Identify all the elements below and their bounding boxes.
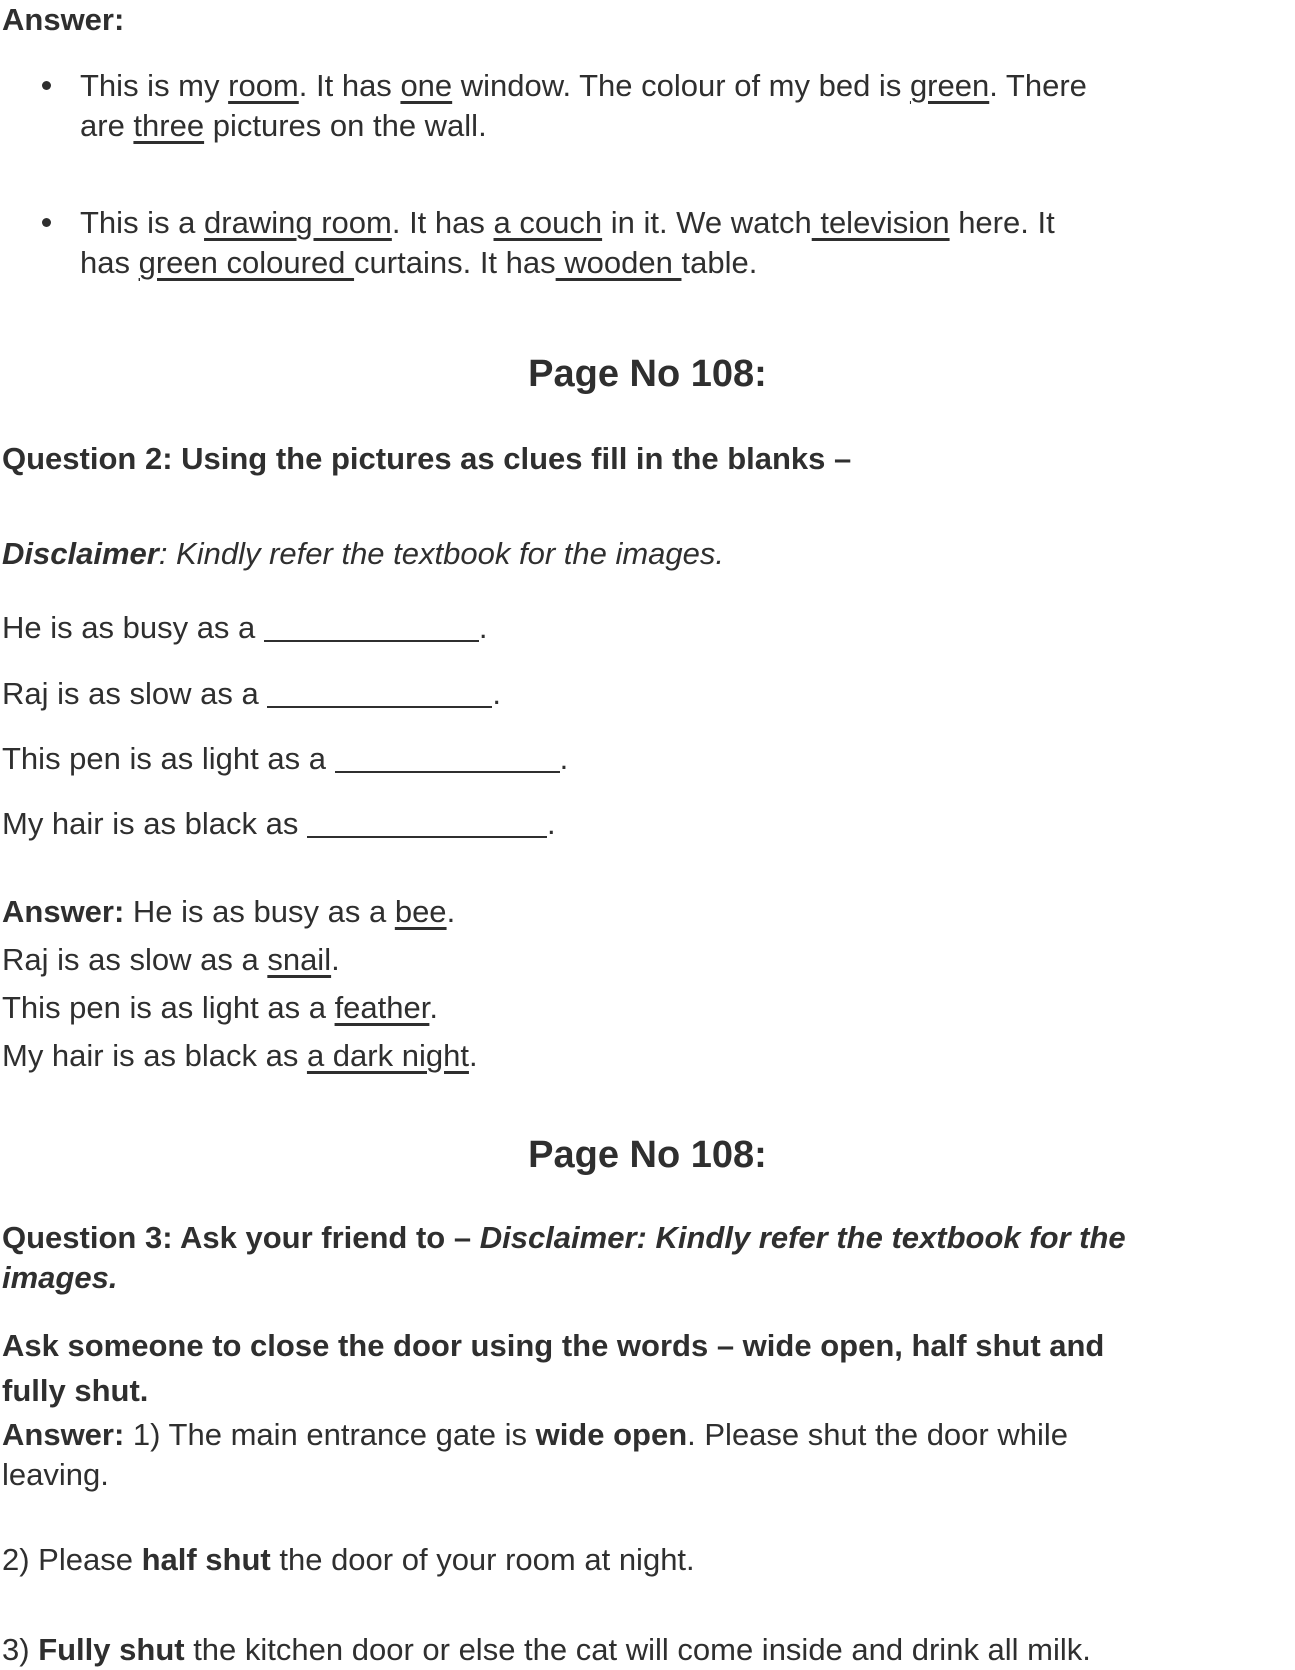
- text-segment: 1) The main entrance gate is: [132, 1417, 536, 1452]
- text-segment: .: [492, 676, 501, 711]
- blank-underline: [307, 835, 547, 838]
- text-segment: .: [559, 741, 569, 776]
- ask-instruction: [2, 1323, 1293, 1413]
- text-segment: in it. We watch: [602, 205, 812, 240]
- text-segment: This is my: [80, 68, 229, 103]
- text-segment: green: [909, 68, 990, 103]
- text-segment: green coloured: [138, 245, 355, 280]
- text-segment: Question 2: Using the pictures as clues fill in the blanks –: [2, 441, 852, 476]
- text-segment: pictures on the wall.: [204, 108, 487, 143]
- text-segment: : Kindly refer the textbook for the images.: [158, 536, 725, 571]
- text-segment: here. It: [949, 205, 1055, 240]
- answer-3-item-3: [2, 1630, 1293, 1670]
- answer-3-item-2: [2, 1540, 1293, 1580]
- answer-heading-1: [2, 0, 1293, 40]
- text-segment: . It has: [298, 68, 401, 103]
- text-segment: .: [446, 894, 456, 929]
- text-segment: . Please shut the door while: [687, 1417, 1068, 1452]
- text-segment: Disclaimer: [2, 536, 159, 571]
- text-segment: This pen is as light as a: [2, 741, 335, 776]
- text-segment: . There: [989, 68, 1087, 103]
- answer-2-block: [2, 888, 1293, 1080]
- answer-3-item-1: [2, 1415, 1293, 1495]
- question-2-heading: [2, 439, 1293, 479]
- text-segment: Page No 108:: [528, 1134, 767, 1176]
- text-segment: are: [80, 108, 134, 143]
- fill-blank-2: [2, 674, 1293, 714]
- text-segment: Page No 108:: [528, 353, 767, 395]
- fill-blank-3: [2, 739, 1293, 779]
- text-segment: the door of your room at night.: [270, 1542, 695, 1577]
- text-segment: wooden: [555, 245, 682, 280]
- bullet-item-1: [2, 66, 1293, 146]
- text-segment: snail: [267, 942, 332, 977]
- text-segment: three: [133, 108, 205, 143]
- text-segment: room: [228, 68, 299, 103]
- page-heading-1: [2, 352, 1293, 396]
- text-segment: the kitchen door or else the cat will come inside and drink all milk.: [184, 1632, 1091, 1667]
- fill-blank-1: [2, 608, 1293, 648]
- text-segment: feather: [334, 990, 430, 1025]
- text-segment: He is as busy as a: [132, 894, 395, 929]
- text-segment: .: [468, 1038, 478, 1073]
- text-segment: .: [331, 942, 340, 977]
- text-segment: a couch: [493, 205, 603, 240]
- text-segment: Answer:: [2, 1417, 133, 1452]
- text-segment: leaving.: [2, 1457, 109, 1492]
- text-segment: table.: [681, 245, 758, 280]
- text-segment: .: [546, 806, 556, 841]
- text-segment: 2) Please: [2, 1542, 142, 1577]
- fill-blank-4: [2, 804, 1293, 844]
- text-segment: My hair is as black as: [2, 1038, 307, 1073]
- text-segment: wide open: [535, 1417, 688, 1452]
- text-segment: Raj is as slow as a: [2, 676, 268, 711]
- text-segment: drawing room: [204, 205, 392, 240]
- blank-underline: [267, 705, 492, 708]
- text-segment: .: [478, 610, 488, 645]
- text-segment: one: [400, 68, 453, 103]
- text-segment: Answer:: [2, 894, 133, 929]
- text-segment: Question 3: Ask your friend to –: [2, 1220, 480, 1255]
- text-segment: Fully shut: [38, 1632, 185, 1667]
- text-segment: My hair is as black as: [2, 806, 307, 841]
- text-segment: Ask someone to close the door using the words – wide open, half shut and: [2, 1328, 1105, 1363]
- text-segment: television: [811, 205, 950, 240]
- bullet-item-2: [2, 203, 1293, 283]
- text-segment: images.: [2, 1260, 118, 1295]
- text-segment: This is a: [80, 205, 205, 240]
- text-segment: curtains. It has: [354, 245, 556, 280]
- text-segment: half shut: [141, 1542, 271, 1577]
- blank-underline: [264, 639, 479, 642]
- text-segment: Raj is as slow as a: [2, 942, 268, 977]
- text-segment: window. The colour of my bed is: [452, 68, 910, 103]
- text-segment: 3): [2, 1632, 39, 1667]
- blank-underline: [335, 770, 560, 773]
- text-segment: has: [80, 245, 139, 280]
- question-3-heading: [2, 1218, 1293, 1298]
- text-segment: He is as busy as a: [2, 610, 264, 645]
- text-segment: .: [429, 990, 438, 1025]
- page-heading-2: [2, 1133, 1293, 1177]
- text-segment: fully shut.: [2, 1373, 149, 1408]
- text-segment: Answer:: [2, 2, 125, 37]
- text-segment: Disclaimer: Kindly refer the textbook for the: [479, 1220, 1126, 1255]
- text-segment: bee: [394, 894, 447, 929]
- disclaimer-1: [2, 534, 1293, 574]
- text-segment: . It has: [391, 205, 494, 240]
- text-segment: This pen is as light as a: [2, 990, 335, 1025]
- text-segment: a dark night: [306, 1038, 469, 1073]
